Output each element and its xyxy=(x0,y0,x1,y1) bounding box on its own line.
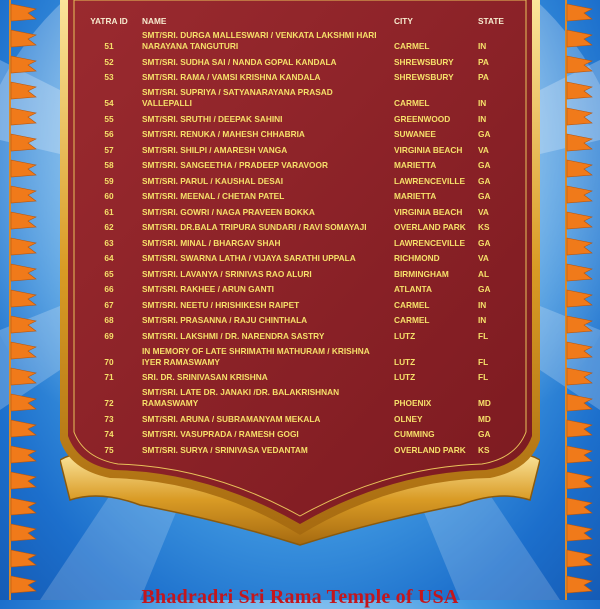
city-cell: LAWRENCEVILLE xyxy=(394,237,465,248)
yatra-id-cell: 62 xyxy=(104,222,114,232)
saffron-flag-icon xyxy=(11,4,36,21)
state-cell: GA xyxy=(478,191,491,201)
saffron-flag-icon xyxy=(567,342,592,359)
state-cell: MD xyxy=(478,398,491,408)
name-cell xyxy=(142,87,394,109)
name-cell xyxy=(142,300,394,311)
yatra-id-cell: 55 xyxy=(104,113,114,124)
table-row xyxy=(76,83,520,109)
saffron-flag-icon xyxy=(567,394,592,411)
name-cell xyxy=(142,269,394,280)
city-cell: CARMEL xyxy=(394,315,430,325)
yatra-id-cell: 64 xyxy=(104,253,114,263)
header-name: NAME xyxy=(142,16,167,26)
yatra-id-cell: 72 xyxy=(104,398,114,408)
saffron-flag-icon xyxy=(11,498,36,515)
saffron-flag-icon xyxy=(567,524,592,541)
state-cell: MD xyxy=(478,413,491,424)
table-row xyxy=(76,383,520,409)
name-line: IN MEMORY OF LATE SHRIMATHI MATHURAM / KRISHNA xyxy=(142,345,370,356)
city-cell: BIRMINGHAM xyxy=(394,268,449,279)
name-line: SMT/SRI. DURGA MALLESWARI / VENKATA LAKSHMI HARI xyxy=(142,30,377,40)
yatra-id-cell: 71 xyxy=(104,372,114,382)
yatra-id-cell: 56 xyxy=(104,129,114,139)
yatra-id-cell: 54 xyxy=(104,98,114,108)
saffron-flag-icon xyxy=(567,4,592,21)
city-cell: RICHMOND xyxy=(394,253,440,263)
header-yatra-id: YATRA ID xyxy=(90,16,128,26)
table-row xyxy=(76,68,520,84)
table-row xyxy=(76,125,520,141)
saffron-flag-icon xyxy=(11,368,36,385)
temple-name-footer: Bhadradri Sri Rama Temple of USA xyxy=(141,586,459,608)
city-cell: SUWANEE xyxy=(394,129,436,139)
name-line: SMT/SRI. VASUPRADA / RAMESH GOGI xyxy=(142,429,299,439)
name-cell xyxy=(142,387,394,409)
table-row xyxy=(76,52,520,68)
yatra-id-cell: 57 xyxy=(104,144,114,155)
saffron-flag-icon xyxy=(567,160,592,177)
saffron-flag-icon xyxy=(567,290,592,307)
city-cell: CARMEL xyxy=(394,98,430,108)
saffron-flag-icon xyxy=(11,186,36,203)
state-cell: GA xyxy=(478,429,491,439)
left-flag-border xyxy=(6,0,40,600)
saffron-flag-icon xyxy=(567,316,592,333)
state-cell: GA xyxy=(478,160,491,170)
table-row xyxy=(76,109,520,125)
state-cell: VA xyxy=(478,253,489,263)
table-row xyxy=(76,218,520,234)
state-cell: GA xyxy=(478,284,491,294)
state-cell: IN xyxy=(478,315,487,325)
table-row xyxy=(76,311,520,327)
state-cell: IN xyxy=(478,299,487,310)
name-cell xyxy=(142,72,394,83)
name-cell xyxy=(142,57,394,68)
city-cell: OVERLAND PARK xyxy=(394,222,466,232)
yatra-id-cell: 65 xyxy=(104,268,114,279)
name-cell xyxy=(142,176,394,187)
name-line: SMT/SRI. PRASANNA / RAJU CHINTHALA xyxy=(142,315,308,325)
name-line: SRI. DR. SRINIVASAN KRISHNA xyxy=(142,372,268,382)
city-cell: LUTZ xyxy=(394,356,416,367)
table-row xyxy=(76,425,520,441)
state-cell: FL xyxy=(478,330,489,341)
name-line: SMT/SRI. SRUTHI / DEEPAK SAHINI xyxy=(142,113,283,124)
saffron-flag-icon xyxy=(11,134,36,151)
city-cell: VIRGINIA BEACH xyxy=(394,144,463,155)
saffron-flag-icon xyxy=(567,368,592,385)
name-cell xyxy=(142,315,394,326)
saffron-flag-icon xyxy=(11,238,36,255)
name-cell xyxy=(142,160,394,171)
name-line: IYER RAMASWAMY xyxy=(142,356,220,367)
table-row xyxy=(76,368,520,384)
saffron-flag-icon xyxy=(11,264,36,281)
yatra-table xyxy=(76,4,520,456)
saffron-flag-icon xyxy=(567,212,592,229)
name-cell xyxy=(142,207,394,218)
saffron-flag-icon xyxy=(567,264,592,281)
state-cell: AL xyxy=(478,268,490,279)
table-row xyxy=(76,326,520,342)
table-row xyxy=(76,187,520,203)
yatra-id-cell: 53 xyxy=(104,72,114,82)
saffron-flag-icon xyxy=(11,160,36,177)
table-row xyxy=(76,264,520,280)
city-cell: OLNEY xyxy=(394,413,423,424)
city-cell: PHOENIX xyxy=(394,398,432,408)
name-line: SMT/SRI. RAMA / VAMSI KRISHNA KANDALA xyxy=(142,72,321,82)
name-cell xyxy=(142,331,394,342)
table-row xyxy=(76,140,520,156)
saffron-flag-icon xyxy=(567,56,592,73)
saffron-flag-icon xyxy=(11,524,36,541)
saffron-flag-icon xyxy=(11,30,36,47)
yatra-id-cell: 70 xyxy=(104,356,114,367)
name-cell xyxy=(142,191,394,202)
state-cell: VA xyxy=(478,144,489,155)
name-line: RAMASWAMY xyxy=(142,398,199,408)
state-cell: PA xyxy=(478,56,489,67)
saffron-flag-icon xyxy=(11,342,36,359)
name-line: SMT/SRI. SHILPI / AMARESH VANGA xyxy=(142,144,288,155)
yatra-id-cell: 58 xyxy=(104,160,114,170)
name-line: SMT/SRI. RENUKA / MAHESH CHHABRIA xyxy=(142,129,305,139)
yatra-id-cell: 61 xyxy=(104,206,114,217)
saffron-flag-icon xyxy=(567,472,592,489)
state-cell: VA xyxy=(478,206,489,217)
table-row xyxy=(76,26,520,52)
city-cell: CARMEL xyxy=(394,41,430,51)
city-cell: LAWRENCEVILLE xyxy=(394,175,465,186)
yatra-id-cell: 68 xyxy=(104,315,114,325)
name-line: SMT/SRI. LATE DR. JANAKI /DR. BALAKRISHNAN xyxy=(142,387,340,397)
saffron-flag-icon xyxy=(11,82,36,99)
saffron-flag-icon xyxy=(567,108,592,125)
name-line: SMT/SRI. SANGEETHA / PRADEEP VARAVOOR xyxy=(142,160,328,170)
saffron-flag-icon xyxy=(11,212,36,229)
city-cell: GREENWOOD xyxy=(394,113,451,124)
name-cell xyxy=(142,346,394,368)
table-row xyxy=(76,249,520,265)
city-cell: SHREWSBURY xyxy=(394,56,454,67)
saffron-flag-icon xyxy=(567,238,592,255)
saffron-flag-icon xyxy=(567,498,592,515)
name-line: NARAYANA TANGUTURI xyxy=(142,41,239,51)
name-line: SMT/SRI. RAKHEE / ARUN GANTI xyxy=(142,284,274,294)
name-line: SMT/SRI. SUDHA SAI / NANDA GOPAL KANDALA xyxy=(142,56,337,67)
city-cell: MARIETTA xyxy=(394,191,437,201)
saffron-flag-icon xyxy=(11,550,36,567)
name-cell xyxy=(142,445,394,456)
city-cell: ATLANTA xyxy=(394,284,432,294)
name-line: VALLEPALLI xyxy=(142,98,192,108)
name-cell xyxy=(142,129,394,140)
state-cell: KS xyxy=(478,222,490,232)
saffron-flag-icon xyxy=(567,446,592,463)
name-line: SMT/SRI. PARUL / KAUSHAL DESAI xyxy=(142,175,284,186)
table-row xyxy=(76,171,520,187)
yatra-id-cell: 59 xyxy=(104,175,114,186)
name-cell xyxy=(142,429,394,440)
city-cell: LUTZ xyxy=(394,330,416,341)
saffron-flag-icon xyxy=(567,420,592,437)
state-cell: FL xyxy=(478,372,489,382)
name-cell xyxy=(142,145,394,156)
name-line: SMT/SRI. MEENAL / CHETAN PATEL xyxy=(142,191,285,201)
table-row xyxy=(76,440,520,456)
name-cell xyxy=(142,238,394,249)
state-cell: IN xyxy=(478,113,487,124)
yatra-id-cell: 67 xyxy=(104,299,114,310)
yatra-id-cell: 73 xyxy=(104,413,114,424)
yatra-id-cell: 63 xyxy=(104,237,114,248)
name-cell xyxy=(142,30,394,52)
saffron-flag-icon xyxy=(567,82,592,99)
name-cell xyxy=(142,222,394,233)
name-line: SMT/SRI. SWARNA LATHA / VIJAYA SARATHI UPPALA xyxy=(142,253,356,263)
name-line: SMT/SRI. DR.BALA TRIPURA SUNDARI / RAVI SOMAYAJI xyxy=(142,222,367,232)
state-cell: GA xyxy=(478,175,491,186)
saffron-flag-icon xyxy=(567,186,592,203)
name-cell xyxy=(142,253,394,264)
name-cell xyxy=(142,284,394,295)
saffron-flag-icon xyxy=(11,290,36,307)
table-row xyxy=(76,280,520,296)
saffron-flag-icon xyxy=(567,30,592,47)
state-cell: KS xyxy=(478,444,490,455)
right-flag-border xyxy=(562,0,596,600)
saffron-flag-icon xyxy=(11,446,36,463)
state-cell: IN xyxy=(478,41,487,51)
name-line: SMT/SRI. LAVANYA / SRINIVAS RAO ALURI xyxy=(142,268,312,279)
yatra-id-cell: 75 xyxy=(104,444,114,455)
yatra-id-cell: 74 xyxy=(104,429,114,439)
name-line: SMT/SRI. SUPRIYA / SATYANARAYANA PRASAD xyxy=(142,87,333,97)
table-row xyxy=(76,202,520,218)
yatra-id-cell: 52 xyxy=(104,56,114,67)
saffron-flag-icon xyxy=(11,394,36,411)
table-body xyxy=(76,26,520,456)
table-header xyxy=(76,4,520,26)
saffron-flag-icon xyxy=(11,108,36,125)
table-row xyxy=(76,295,520,311)
saffron-flag-icon xyxy=(11,420,36,437)
saffron-flag-icon xyxy=(11,472,36,489)
state-cell: GA xyxy=(478,129,491,139)
city-cell: SHREWSBURY xyxy=(394,72,454,82)
city-cell: OVERLAND PARK xyxy=(394,444,466,455)
saffron-flag-icon xyxy=(11,316,36,333)
header-city: CITY xyxy=(394,16,413,26)
city-cell: VIRGINIA BEACH xyxy=(394,206,463,217)
header-state: STATE xyxy=(478,16,504,26)
name-cell xyxy=(142,372,394,383)
saffron-flag-icon xyxy=(567,134,592,151)
state-cell: PA xyxy=(478,72,489,82)
yatra-id-cell: 69 xyxy=(104,330,114,341)
saffron-flag-icon xyxy=(11,56,36,73)
city-cell: CUMMING xyxy=(394,429,435,439)
city-cell: MARIETTA xyxy=(394,160,437,170)
yatra-id-cell: 66 xyxy=(104,284,114,294)
table-row xyxy=(76,409,520,425)
name-cell xyxy=(142,414,394,425)
saffron-flag-icon xyxy=(567,550,592,567)
name-cell xyxy=(142,114,394,125)
table-row xyxy=(76,233,520,249)
name-line: SMT/SRI. GOWRI / NAGA PRAVEEN BOKKA xyxy=(142,206,315,217)
state-cell: FL xyxy=(478,356,489,367)
state-cell: IN xyxy=(478,98,487,108)
name-line: SMT/SRI. SURYA / SRINIVASA VEDANTAM xyxy=(142,444,308,455)
name-line: SMT/SRI. LAKSHMI / DR. NARENDRA SASTRY xyxy=(142,330,325,341)
name-line: SMT/SRI. NEETU / HRISHIKESH RAIPET xyxy=(142,299,300,310)
name-line: SMT/SRI. ARUNA / SUBRAMANYAM MEKALA xyxy=(142,413,321,424)
city-cell: CARMEL xyxy=(394,299,430,310)
yatra-id-cell: 51 xyxy=(104,41,114,51)
yatra-id-cell: 60 xyxy=(104,191,114,201)
city-cell: LUTZ xyxy=(394,372,416,382)
state-cell: GA xyxy=(478,237,491,248)
table-row xyxy=(76,156,520,172)
name-line: SMT/SRI. MINAL / BHARGAV SHAH xyxy=(142,237,281,248)
table-row xyxy=(76,342,520,368)
